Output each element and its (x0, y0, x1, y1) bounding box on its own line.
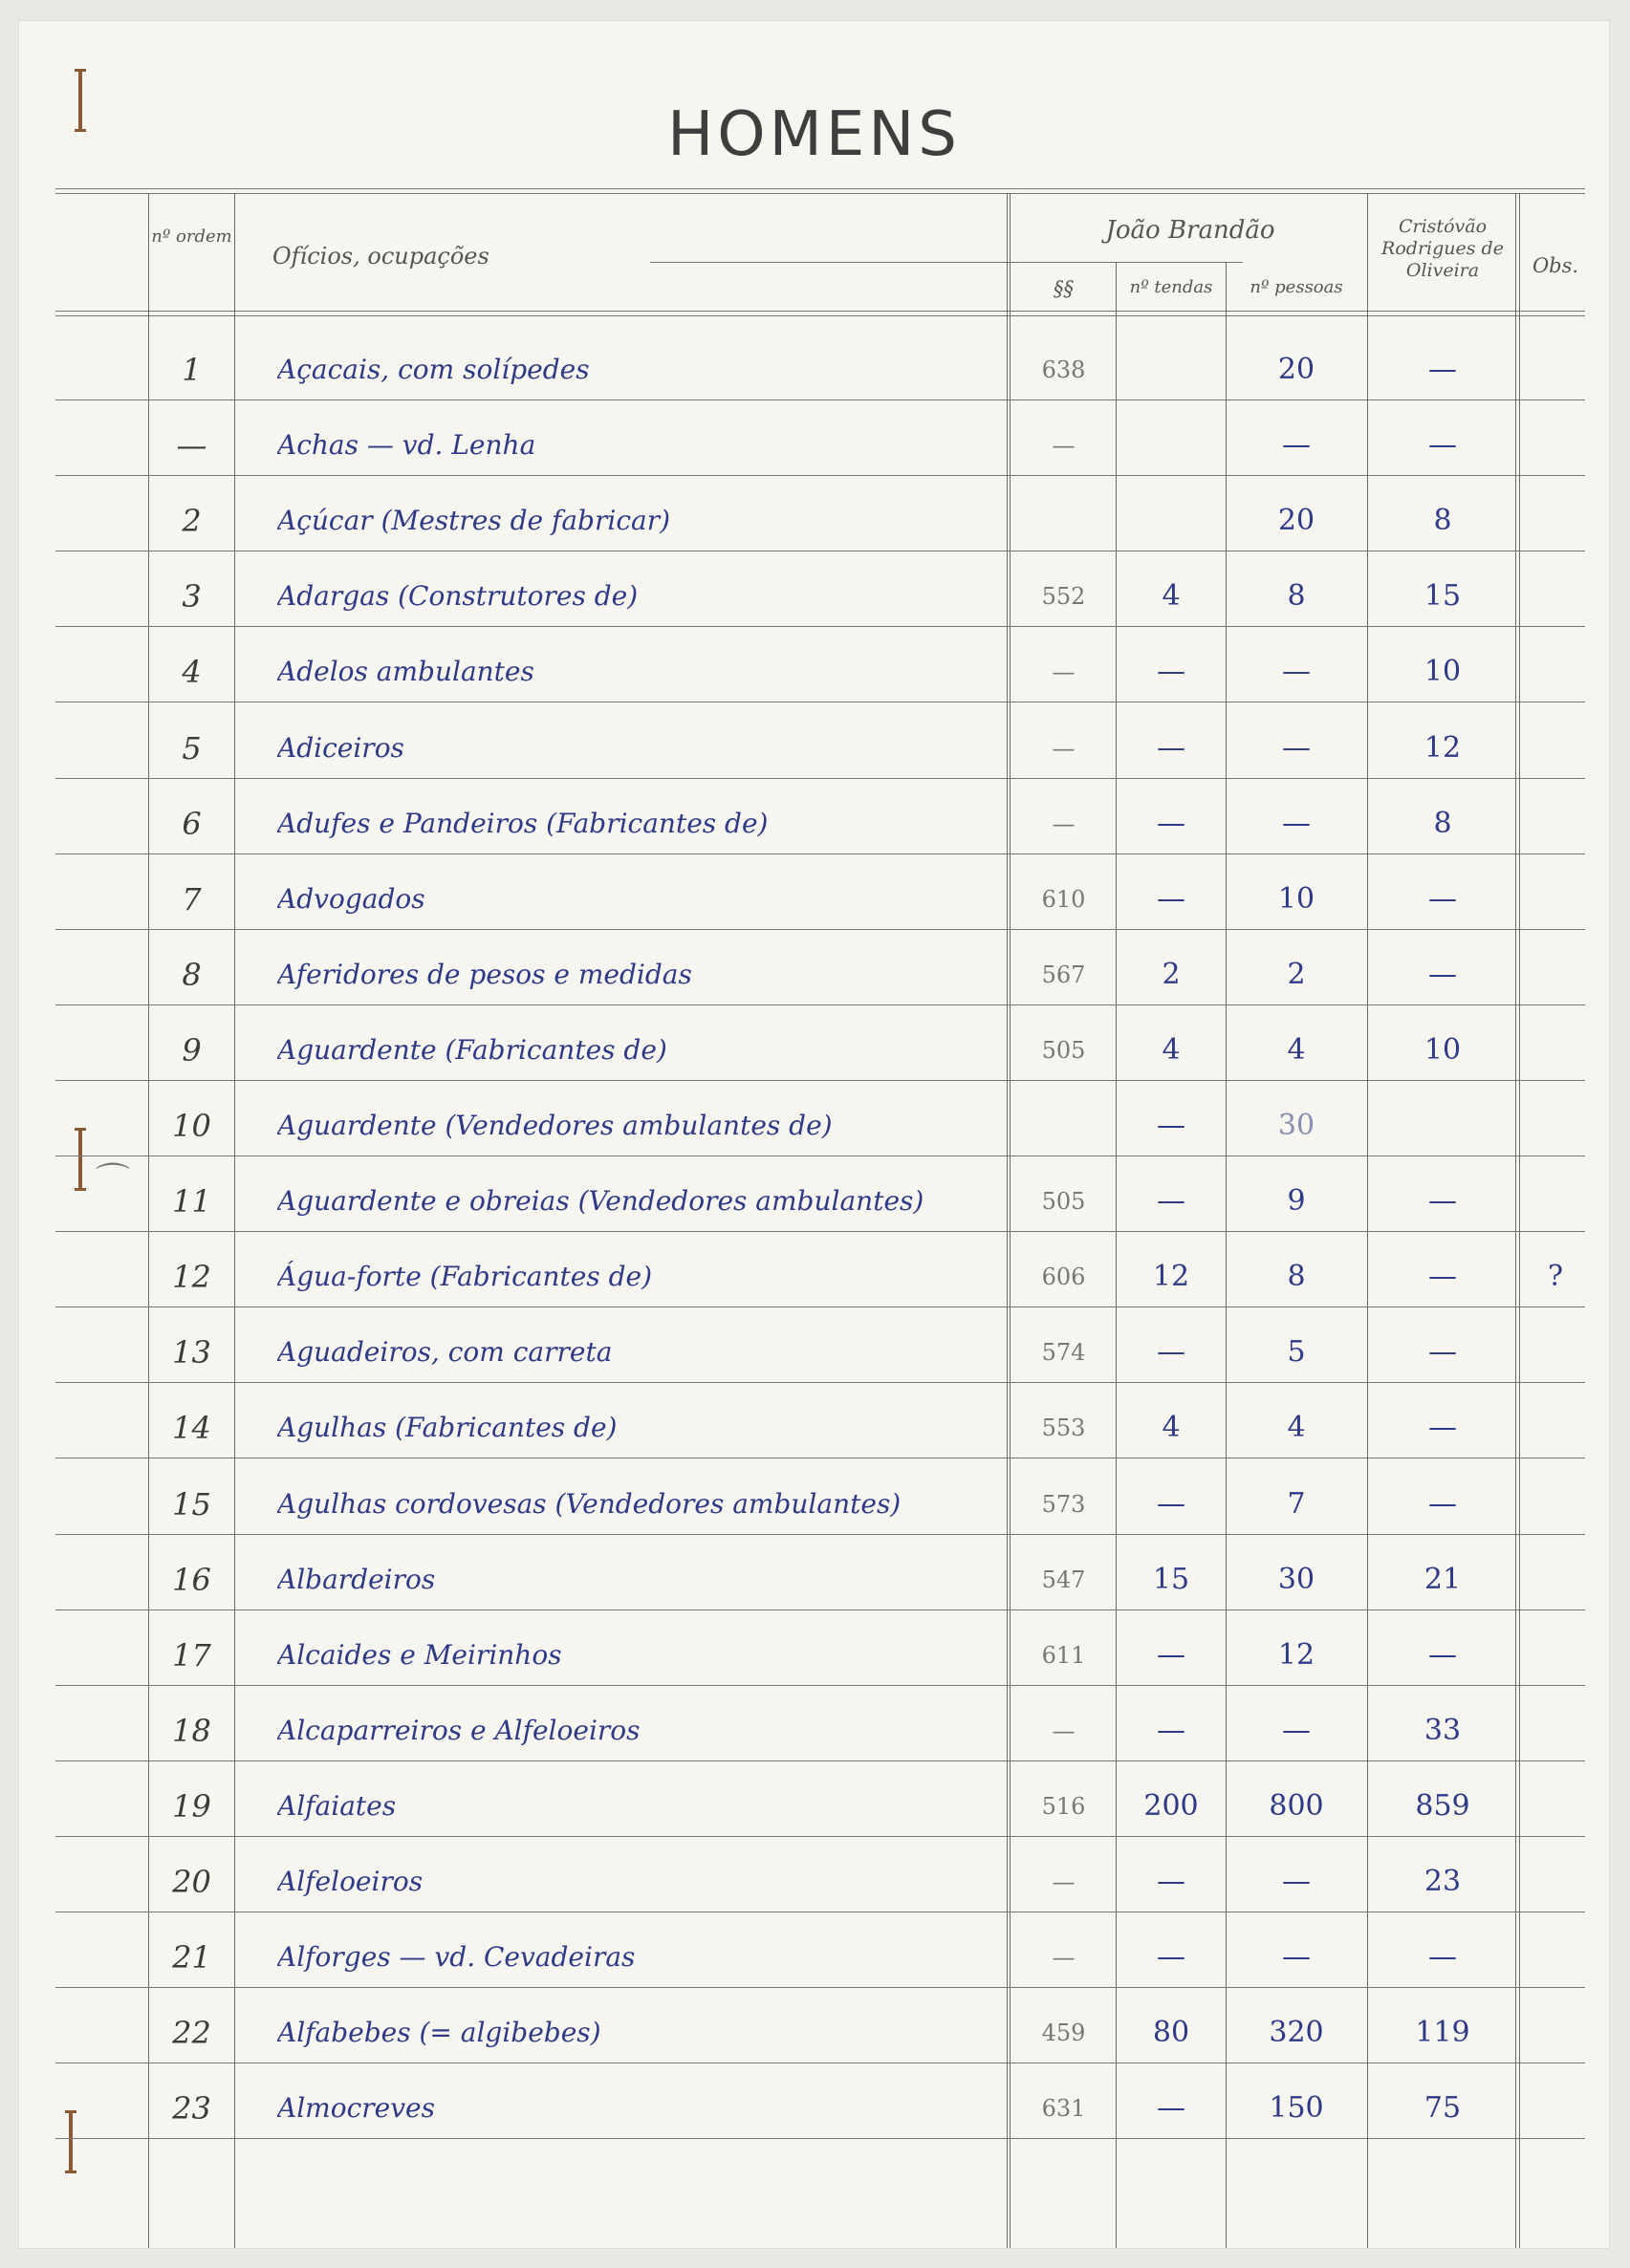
row-divider (55, 1004, 1585, 1005)
occupation-name: Alfaiates (277, 1790, 397, 1822)
cristovao-value: — (1428, 428, 1457, 462)
n-pessoas-value: 12 (1277, 1638, 1315, 1672)
cristovao-value: — (1428, 1260, 1457, 1293)
document-page (19, 21, 1609, 2248)
row-divider (55, 1987, 1585, 1988)
cristovao-value: 8 (1433, 807, 1452, 840)
row-number: 4 (182, 654, 202, 690)
occupation-name: Alfeloeiros (277, 1866, 424, 1897)
row-divider (55, 1685, 1585, 1686)
row-number: 20 (172, 1864, 211, 1900)
cristovao-value: — (1428, 353, 1457, 386)
ss-value: — (1052, 1868, 1076, 1895)
n-pessoas-value: 8 (1287, 579, 1306, 613)
n-tendas-value: 15 (1152, 1563, 1190, 1596)
binder-clip (78, 1128, 82, 1191)
row-number: 2 (182, 503, 202, 539)
row-number: 12 (172, 1259, 211, 1295)
row-divider (55, 1760, 1585, 1761)
ss-value: 505 (1041, 1037, 1086, 1064)
row-number: 15 (172, 1486, 211, 1523)
occupation-name: Aguardente e obreias (Vendedores ambulantes) (277, 1185, 924, 1217)
cristovao-value: 33 (1424, 1714, 1462, 1747)
row-divider (55, 853, 1585, 854)
obs-value (1522, 1858, 1589, 1906)
obs-value (1522, 572, 1589, 620)
n-tendas-value (1118, 497, 1225, 545)
occupation-name: Aguardente (Vendedores ambulantes de) (277, 1110, 833, 1141)
occupation-name: Achas — vd. Lenha (277, 429, 536, 461)
ss-value: — (1052, 659, 1076, 685)
obs-value (1522, 1026, 1589, 1074)
obs-value (1522, 724, 1589, 772)
row-divider (55, 1080, 1585, 1081)
row-divider (55, 1836, 1585, 1837)
n-pessoas-value: 20 (1277, 504, 1315, 537)
obs-value (1522, 875, 1589, 923)
cristovao-value: — (1428, 1940, 1457, 1974)
row-number: 3 (182, 578, 202, 615)
n-pessoas-value: 5 (1287, 1335, 1306, 1369)
obs-value (1522, 1556, 1589, 1604)
n-tendas-value: 80 (1152, 2016, 1190, 2049)
n-tendas-value (1118, 346, 1225, 394)
n-pessoas-value: 4 (1287, 1033, 1306, 1067)
cristovao-value: 859 (1415, 1789, 1470, 1823)
n-tendas-value: — (1157, 2091, 1185, 2125)
n-pessoas-value: — (1282, 1714, 1311, 1747)
n-tendas-value: 12 (1152, 1260, 1190, 1293)
row-number: 17 (172, 1637, 211, 1674)
ss-value: — (1052, 1717, 1076, 1744)
row-number: 19 (172, 1788, 211, 1825)
n-pessoas-value: 8 (1287, 1260, 1306, 1293)
obs-value (1522, 1404, 1589, 1452)
n-pessoas-value: — (1282, 428, 1311, 462)
row-number: 6 (182, 806, 202, 842)
n-tendas-value: — (1157, 1487, 1185, 1521)
obs-value (1522, 1328, 1589, 1376)
cristovao-value: — (1428, 1335, 1457, 1369)
obs-value (1522, 1631, 1589, 1679)
row-number: 21 (172, 1939, 211, 1976)
ss-value: — (1052, 1944, 1076, 1971)
obs-value (1522, 1782, 1589, 1830)
n-pessoas-value: — (1282, 807, 1311, 840)
n-tendas-value: — (1157, 807, 1185, 840)
row-number: 13 (172, 1334, 211, 1371)
row-divider (55, 2138, 1585, 2139)
occupation-name: Alforges — vd. Cevadeiras (277, 1941, 636, 1973)
ss-value: 573 (1041, 1491, 1086, 1518)
ss-value: — (1052, 810, 1076, 837)
ss-value: 631 (1041, 2095, 1086, 2122)
cristovao-value: 75 (1424, 2091, 1462, 2125)
row-divider (55, 778, 1585, 779)
obs-value (1522, 1177, 1589, 1225)
row-divider (55, 1534, 1585, 1535)
row-number: 5 (182, 730, 202, 767)
row-number: 7 (182, 881, 202, 918)
cristovao-value: — (1428, 1411, 1457, 1444)
n-pessoas-value: — (1282, 731, 1311, 765)
occupation-name: Açacais, com solípedes (277, 354, 590, 385)
header-n-pessoas: nº pessoas (1250, 277, 1343, 297)
cristovao-value: — (1428, 958, 1457, 991)
header-obs: Obs. (1532, 254, 1579, 277)
row-number: 11 (172, 1183, 211, 1220)
row-number: 1 (182, 352, 202, 388)
n-pessoas-value: 4 (1287, 1411, 1306, 1444)
ss-value: — (1052, 735, 1076, 762)
n-pessoas-value: 150 (1269, 2091, 1324, 2125)
occupation-name: Advogados (277, 883, 425, 915)
cristovao-value: — (1428, 1638, 1457, 1672)
n-tendas-value: — (1157, 655, 1185, 688)
row-number: 9 (182, 1032, 202, 1069)
n-pessoas-value: 320 (1269, 2016, 1324, 2049)
ss-value: 459 (1041, 2020, 1086, 2046)
cristovao-value: 23 (1424, 1865, 1462, 1898)
obs-value: ? (1547, 1260, 1564, 1293)
row-divider (55, 929, 1585, 930)
header-n-tendas: nº tendas (1129, 277, 1213, 297)
ss-value: 567 (1041, 961, 1086, 988)
occupation-name: Alcaparreiros e Alfeloeiros (277, 1715, 641, 1746)
occupation-name: Aguardente (Fabricantes de) (277, 1034, 667, 1066)
cristovao-value: 10 (1424, 655, 1462, 688)
n-pessoas-value: — (1282, 655, 1311, 688)
occupation-name: Aguadeiros, com carreta (277, 1336, 613, 1368)
occupation-name: Alfabebes (= algibebes) (277, 2017, 601, 2048)
n-tendas-value: — (1157, 1865, 1185, 1898)
ss-value: 547 (1041, 1566, 1086, 1593)
ss-value (1013, 497, 1114, 545)
occupation-name: Adargas (Construtores de) (277, 580, 639, 612)
row-number: 8 (182, 957, 202, 993)
n-tendas-value: — (1157, 1714, 1185, 1747)
n-pessoas-value: 9 (1287, 1184, 1306, 1218)
n-tendas-value (1118, 421, 1225, 469)
obs-value (1522, 346, 1589, 394)
row-number: 18 (172, 1713, 211, 1749)
row-divider (55, 475, 1585, 476)
cristovao-value: 10 (1424, 1033, 1462, 1067)
occupation-name: Agulhas cordovesas (Vendedores ambulantes) (277, 1488, 902, 1520)
row-divider (55, 1609, 1585, 1610)
row-number: 14 (172, 1410, 211, 1446)
n-tendas-value: — (1157, 1109, 1185, 1142)
n-pessoas-value: — (1282, 1865, 1311, 1898)
header-no-ordem: nº ordem (151, 227, 232, 247)
ss-value: 553 (1041, 1415, 1086, 1441)
header-oficios: Ofícios, ocupações (272, 243, 489, 270)
cristovao-value: 15 (1424, 579, 1462, 613)
cristovao-value: — (1428, 1487, 1457, 1521)
occupation-name: Almocreves (277, 2092, 435, 2124)
ss-value: — (1052, 432, 1076, 459)
row-number: 16 (172, 1562, 211, 1598)
row-number: 22 (172, 2015, 211, 2051)
n-tendas-value: 2 (1162, 958, 1181, 991)
occupation-name: Adiceiros (277, 732, 404, 764)
cristovao-value: — (1428, 882, 1457, 916)
row-number: 23 (172, 2090, 211, 2127)
row-number: 10 (172, 1108, 211, 1144)
header-ss: §§ (1054, 277, 1074, 300)
binder-clip (69, 2110, 73, 2173)
occupation-name: Aferidores de pesos e medidas (277, 959, 692, 990)
row-number: — (176, 427, 207, 464)
cristovao-value: 119 (1415, 2016, 1470, 2049)
ss-value: 516 (1041, 1793, 1086, 1820)
n-tendas-value: — (1157, 731, 1185, 765)
cristovao-value: 12 (1424, 731, 1462, 765)
n-tendas-value: 200 (1143, 1789, 1199, 1823)
obs-value (1522, 951, 1589, 999)
n-pessoas-value: 30 (1277, 1109, 1315, 1142)
n-pessoas-value: 20 (1277, 353, 1315, 386)
ss-value (1013, 1102, 1114, 1150)
obs-value (1522, 1480, 1589, 1528)
ss-value: 552 (1041, 583, 1086, 610)
n-tendas-value: — (1157, 1184, 1185, 1218)
occupation-name: Adufes e Pandeiros (Fabricantes de) (277, 808, 769, 839)
n-tendas-value: — (1157, 882, 1185, 916)
cristovao-value: — (1428, 1184, 1457, 1218)
n-tendas-value: 4 (1162, 1033, 1181, 1067)
obs-value (1522, 421, 1589, 469)
occupation-name: Água-forte (Fabricantes de) (277, 1261, 652, 1292)
ss-value: 638 (1041, 356, 1086, 383)
ss-value: 505 (1041, 1188, 1086, 1215)
occupation-name: Alcaides e Meirinhos (277, 1639, 562, 1671)
n-tendas-value: 4 (1162, 1411, 1181, 1444)
obs-value (1522, 2084, 1589, 2132)
pencil-curve-mark: ⌒ (96, 1161, 131, 1200)
occupation-name: Agulhas (Fabricantes de) (277, 1412, 618, 1443)
occupation-name: Adelos ambulantes (277, 656, 534, 687)
header-joao-brandao: João Brandão (1105, 216, 1275, 245)
n-pessoas-value: 30 (1277, 1563, 1315, 1596)
row-divider (55, 1231, 1585, 1232)
header-cristovao: Cristóvão Rodrigues de Oliveira (1381, 216, 1504, 281)
n-tendas-value: 4 (1162, 579, 1181, 613)
n-pessoas-value: 10 (1277, 882, 1315, 916)
ss-value: 610 (1041, 886, 1086, 913)
row-divider (55, 1382, 1585, 1383)
n-tendas-value: — (1157, 1335, 1185, 1369)
n-pessoas-value: 7 (1287, 1487, 1306, 1521)
n-pessoas-value: — (1282, 1940, 1311, 1974)
obs-value (1522, 1102, 1589, 1150)
n-tendas-value: — (1157, 1940, 1185, 1974)
obs-value (1522, 1933, 1589, 1981)
cristovao-value: 21 (1424, 1563, 1462, 1596)
obs-value (1522, 1707, 1589, 1755)
cristovao-value: 8 (1433, 504, 1452, 537)
occupation-name: Albardeiros (277, 1564, 436, 1595)
n-pessoas-value: 2 (1287, 958, 1306, 991)
n-tendas-value: — (1157, 1638, 1185, 1672)
obs-value (1522, 2009, 1589, 2057)
occupation-name: Açúcar (Mestres de fabricar) (277, 505, 671, 536)
obs-value (1522, 648, 1589, 696)
ss-value: 611 (1041, 1642, 1086, 1669)
ss-value: 606 (1041, 1264, 1086, 1290)
cristovao-value (1371, 1102, 1514, 1150)
obs-value (1522, 800, 1589, 848)
n-pessoas-value: 800 (1269, 1789, 1324, 1823)
page-title: HOMENS (667, 99, 961, 170)
obs-value (1522, 497, 1589, 545)
row-divider (55, 626, 1585, 627)
ss-value: 574 (1041, 1339, 1086, 1366)
